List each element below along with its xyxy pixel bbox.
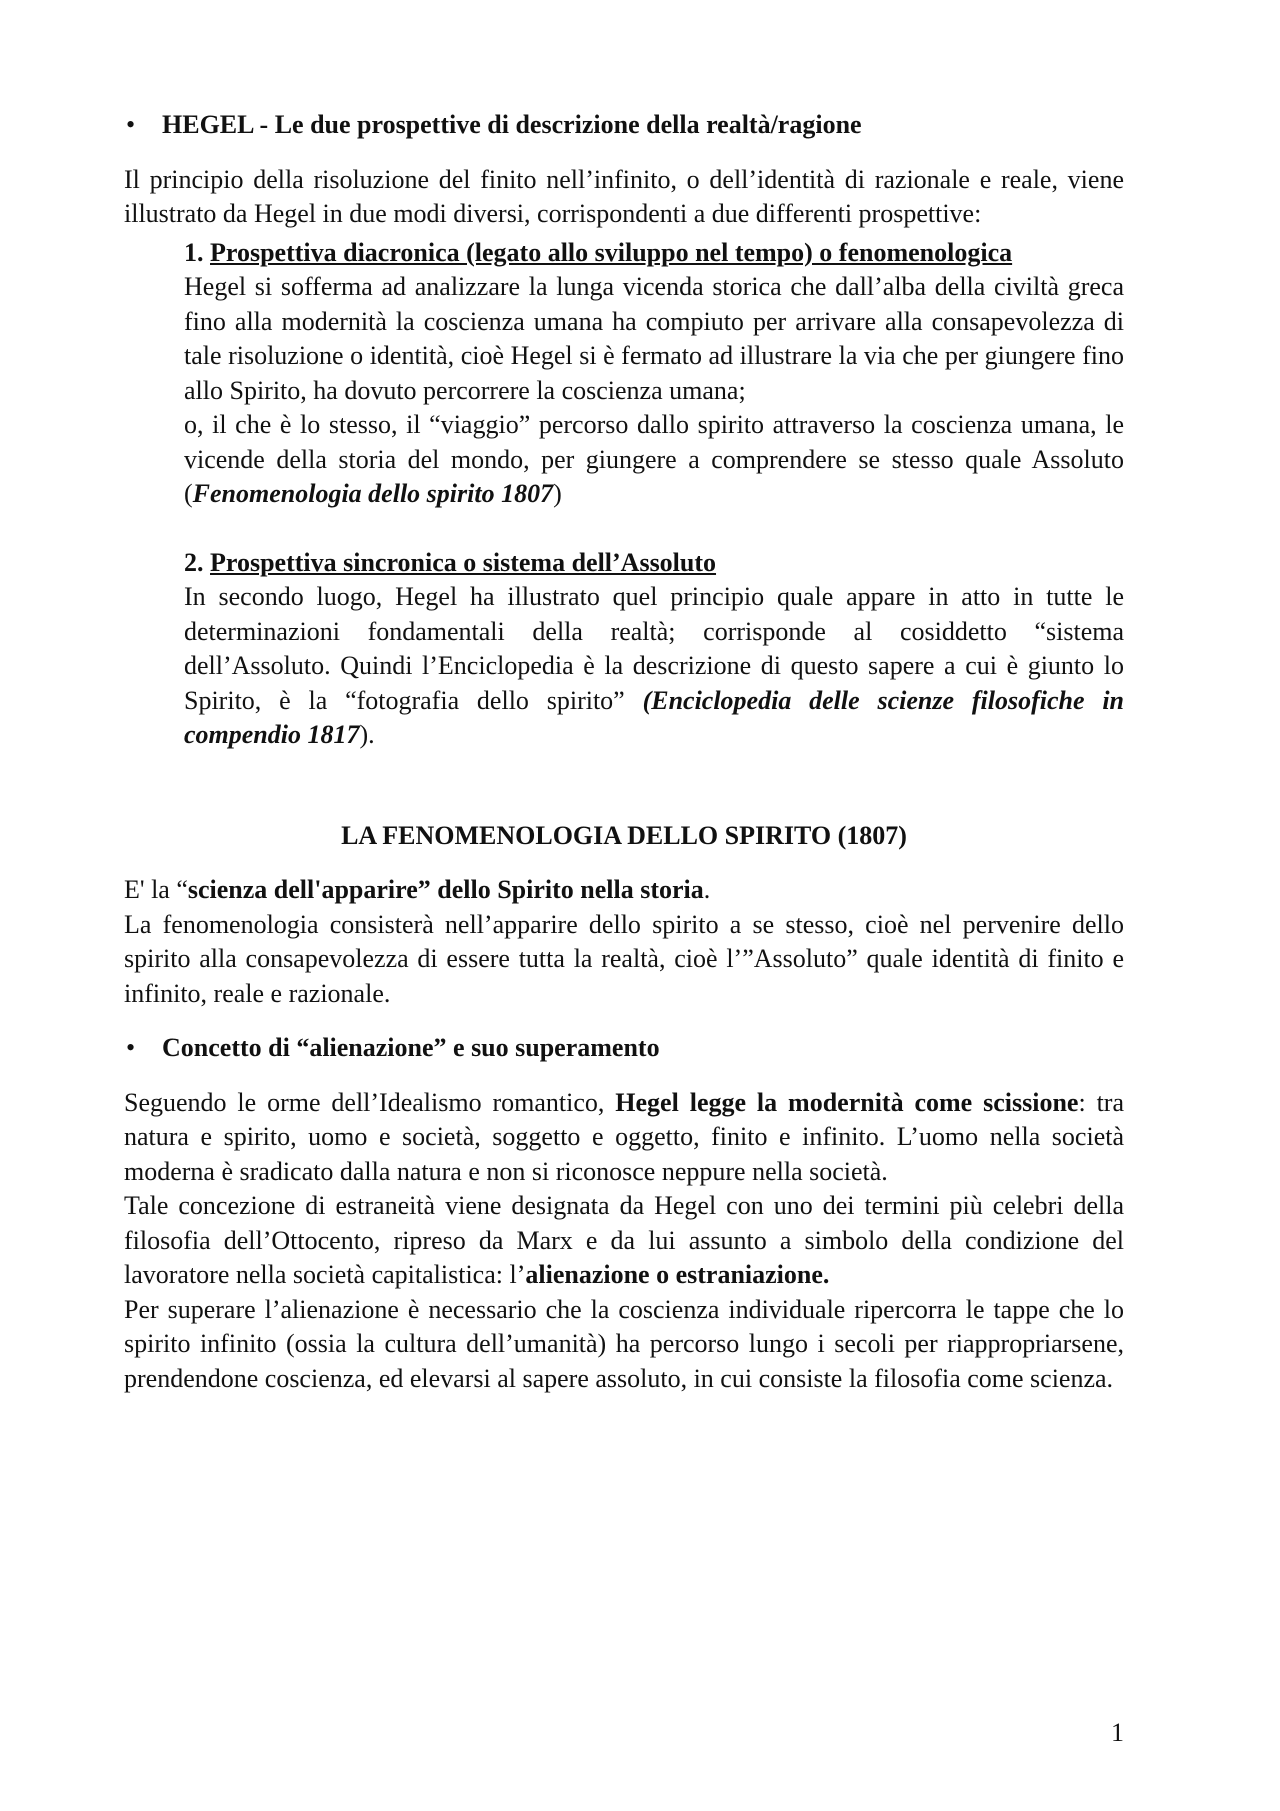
section-heading-alienazione	[124, 1031, 1124, 1066]
numbered-item-1	[184, 236, 1124, 753]
item-1-paragraph-1: Hegel si sofferma ad analizzare la lunga vicenda storica che dall’alba della civiltà greca fino alla modernità la coscienza umana ha compiuto per arrivare alla consapevolezza di tale risoluzione o identità, cioè Hegel si è fermato ad illustrare la via che per giungere fino allo Spirito, ha dovuto percorrere la coscienza umana;	[184, 272, 1124, 405]
p2-start: Tale concezione di estraneità viene designata da Hegel con uno dei termini più celebri della filosofia dell’Ottocento, ripreso da Marx e da lui assunto a simbolo della condizione del lavoratore nella società capitalistica: l’	[124, 1191, 1124, 1289]
section-heading-hegel	[124, 108, 1124, 143]
item-1-reference: Fenomenologia dello spirito 1807	[192, 479, 554, 508]
item-2-heading	[184, 546, 1124, 581]
item-2-paragraph	[184, 580, 1124, 753]
item-1-number: 1.	[184, 237, 204, 267]
heading-text: Concetto di “alienazione” e suo superamento	[162, 1033, 660, 1062]
item-1-paragraph-2	[184, 408, 1124, 512]
p1-start: Seguendo le orme dell’Idealismo romantico,	[124, 1087, 616, 1117]
definition-start: E' la “	[124, 875, 188, 904]
item-1-heading	[184, 236, 1124, 271]
p1-end: : tra natura e spirito, uomo e società, soggetto e oggetto, finito e infinito. L’uomo nella società moderna è sradicato dalla natura e non si riconosce neppure nella società.	[124, 1087, 1124, 1186]
heading-text: HEGEL - Le due prospettive di descrizione della realtà/ragione	[162, 110, 862, 139]
alienazione-paragraph-1	[124, 1086, 1124, 1190]
item-1-para2-text: o, il che è lo stesso, il “viaggio” percorso dallo spirito attraverso la coscienza umana, le vicende della storia del mondo, per giungere a comprendere se stesso quale Assoluto (	[184, 410, 1124, 508]
alienazione-paragraph-3: Per superare l’alienazione è necessario che la coscienza individuale ripercorra le tappe che lo spirito infinito (ossia la cultura dell’umanità) ha percorso lungo i secoli per riappropriarsene, prendendone coscienza, ed elevarsi al sapere assoluto, in cui consiste la filosofia come scienza.	[124, 1294, 1124, 1393]
item-1-para2-end: )	[553, 479, 562, 508]
p2-bold: alienazione o estraniazione.	[525, 1260, 830, 1289]
item-1-title: Prospettiva diacronica (legato allo sviluppo nel tempo) o fenomenologica	[210, 237, 1013, 267]
page-content	[124, 108, 1124, 1396]
alienazione-paragraph-2	[124, 1189, 1124, 1293]
item-2-title: Prospettiva sincronica o sistema dell’Assoluto	[210, 547, 717, 577]
p1-bold: Hegel legge la modernità come scissione	[615, 1087, 1079, 1117]
page-number: 1	[1111, 1718, 1124, 1747]
item-2-reference: (Enciclopedia delle scienze filosofiche in compendio 1817	[184, 685, 1125, 749]
definition-end: .	[703, 875, 711, 904]
intro-paragraph: Il principio della risoluzione del finito nell’infinito, o dell’identità di razionale e reale, viene illustrato da Hegel in due modi diversi, corrispondenti a due differenti prospettive:	[124, 164, 1124, 228]
item-2-para-text: In secondo luogo, Hegel ha illustrato quel principio quale appare in atto in tutte le determinazioni fondamentali della realtà; corrisponde al cosiddetto “sistema dell’Assoluto. Quindi l’Enciclopedia è la descrizione di questo sapere a cui è giunto lo Spirito, è la “fotografia dello spirito”	[184, 582, 1124, 715]
item-2-number: 2.	[184, 547, 204, 577]
fenomenologia-paragraph: La fenomenologia consisterà nell’apparire dello spirito a se stesso, cioè nel pervenire dello spirito alla consapevolezza di essere tutta la realtà, cioè l’”Assoluto” quale identità di finito e infinito, reale e razionale.	[124, 909, 1124, 1008]
bullet-icon: •	[126, 110, 136, 139]
definition-bold: scienza dell'apparire” dello Spirito nella storia	[187, 875, 704, 904]
bullet-icon: •	[126, 1033, 136, 1062]
item-2-para-end: ).	[359, 720, 375, 749]
section-title-fenomenologia: LA FENOMENOLOGIA DELLO SPIRITO (1807)	[341, 820, 907, 850]
fenomenologia-definition	[124, 873, 1124, 908]
